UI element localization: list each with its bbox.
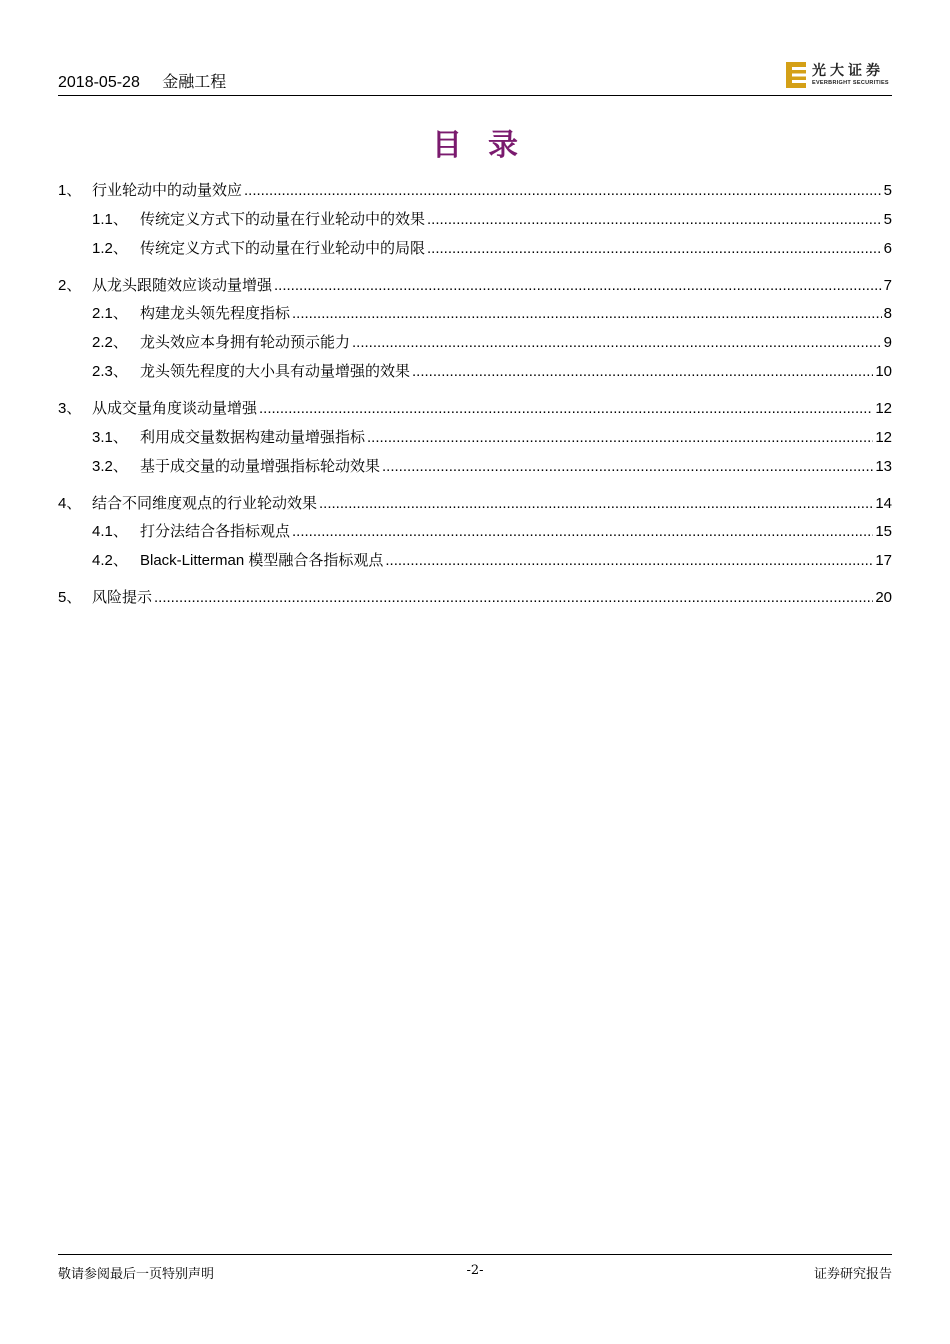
- toc-entry-number: 1.2、: [92, 239, 128, 257]
- toc-entry-page: 20: [875, 589, 892, 607]
- toc-entry[interactable]: [58, 209, 892, 231]
- toc-entry[interactable]: [58, 398, 892, 420]
- report-category: 金融工程: [162, 74, 227, 91]
- toc-entry-number: 1、: [58, 182, 82, 199]
- toc-entry-title: 从成交量角度谈动量增强: [92, 400, 258, 417]
- page-header: [58, 58, 892, 96]
- toc-dot-leader: [412, 361, 873, 383]
- toc-dot-leader: [352, 332, 882, 354]
- toc-dot-leader: [244, 180, 882, 202]
- toc-entry-title: 构建龙头领先程度指标: [140, 305, 291, 323]
- toc-entry-page: 17: [875, 552, 892, 570]
- toc-entry[interactable]: [58, 550, 892, 572]
- toc-entry-number: 1.1、: [92, 210, 128, 228]
- toc-entry-title: 龙头效应本身拥有轮动预示能力: [140, 334, 351, 352]
- logo-cn-text: 光大证券: [812, 63, 884, 79]
- toc-entry-page: 7: [883, 276, 892, 294]
- toc-entry-page: 15: [875, 523, 892, 541]
- toc-entry-page: 9: [883, 334, 892, 352]
- toc-dot-leader: [292, 521, 873, 543]
- toc-entry[interactable]: [58, 238, 892, 260]
- toc-entry[interactable]: [58, 303, 892, 325]
- toc-dot-leader: [319, 493, 873, 515]
- toc-entry-page: 14: [875, 494, 892, 512]
- page-title: 目录: [432, 128, 544, 163]
- toc-entry-title: 传统定义方式下的动量在行业轮动中的效果: [140, 210, 426, 228]
- toc-entry-number: 2、: [58, 276, 82, 294]
- toc-entry-number: 5、: [58, 589, 82, 607]
- toc-entry-title: 行业轮动中的动量效应: [92, 182, 243, 199]
- toc-entry-page: 8: [883, 305, 892, 323]
- toc-dot-leader: [427, 209, 882, 231]
- toc-dot-leader: [367, 427, 873, 449]
- toc-dot-leader: [259, 398, 873, 420]
- toc-entry-page: 6: [883, 239, 892, 257]
- toc-entry-number: 3.2、: [92, 457, 128, 475]
- toc-entry-title: 风险提示: [92, 589, 153, 607]
- toc-entry-title: 传统定义方式下的动量在行业轮动中的局限: [140, 239, 426, 257]
- header-left: [58, 69, 244, 92]
- toc-entry-title: 利用成交量数据构建动量增强指标: [140, 428, 366, 446]
- toc-dot-leader: [382, 456, 873, 478]
- toc-entry-page: 5: [883, 182, 892, 199]
- toc-entry-number: 2.1、: [92, 305, 128, 323]
- footer-report-type: 证券研究报告: [813, 1267, 892, 1282]
- logo-en-text: EVERBRIGHT SECURITIES: [812, 80, 889, 86]
- toc-entry-page: 10: [875, 363, 892, 380]
- toc-entry[interactable]: [58, 275, 892, 297]
- toc-entry[interactable]: [58, 493, 892, 515]
- toc-entry[interactable]: [58, 427, 892, 449]
- footer-disclaimer: 敬请参阅最后一页特别声明: [58, 1267, 215, 1282]
- toc-entry-number: 4.2、: [92, 552, 128, 570]
- toc-entry-title: 基于成交量的动量增强指标轮动效果: [140, 457, 381, 475]
- toc-entry-title: 结合不同维度观点的行业轮动效果: [92, 494, 318, 512]
- page-footer: [58, 1254, 892, 1285]
- toc-dot-leader: [385, 550, 873, 572]
- toc-entry-number: 3、: [58, 400, 82, 417]
- toc-entry-title: 打分法结合各指标观点: [140, 523, 291, 541]
- toc-entry-title: Black-Litterman 模型融合各指标观点: [140, 552, 384, 570]
- toc-entry-number: 2.3、: [92, 363, 128, 380]
- toc-entry[interactable]: [58, 180, 892, 202]
- toc-dot-leader: [154, 587, 873, 609]
- toc-entry-number: 3.1、: [92, 428, 128, 446]
- toc-entry-number: 4、: [58, 494, 82, 512]
- footer-page-number: -2-: [466, 1263, 484, 1278]
- toc-dot-leader: [292, 303, 882, 325]
- toc-entry-page: 5: [883, 210, 892, 228]
- toc-entry-title: 从龙头跟随效应谈动量增强: [92, 276, 273, 294]
- toc-entry[interactable]: [58, 361, 892, 383]
- toc-entry-page: 12: [875, 400, 892, 417]
- everbright-logo: [786, 60, 892, 90]
- toc-entry[interactable]: [58, 456, 892, 478]
- toc-entry-title: 龙头领先程度的大小具有动量增强的效果: [140, 363, 411, 380]
- toc-entry[interactable]: [58, 587, 892, 609]
- toc-entry-page: 12: [875, 428, 892, 446]
- toc-entry[interactable]: [58, 521, 892, 543]
- toc-entry-number: 2.2、: [92, 334, 128, 352]
- toc-entry-page: 13: [875, 457, 892, 475]
- logo-mark-icon: [786, 62, 806, 88]
- toc-dot-leader: [427, 238, 882, 260]
- report-date: 2018-05-28: [58, 74, 140, 91]
- toc-dot-leader: [274, 275, 882, 297]
- toc-entry[interactable]: [58, 332, 892, 354]
- toc-entry-number: 4.1、: [92, 523, 128, 541]
